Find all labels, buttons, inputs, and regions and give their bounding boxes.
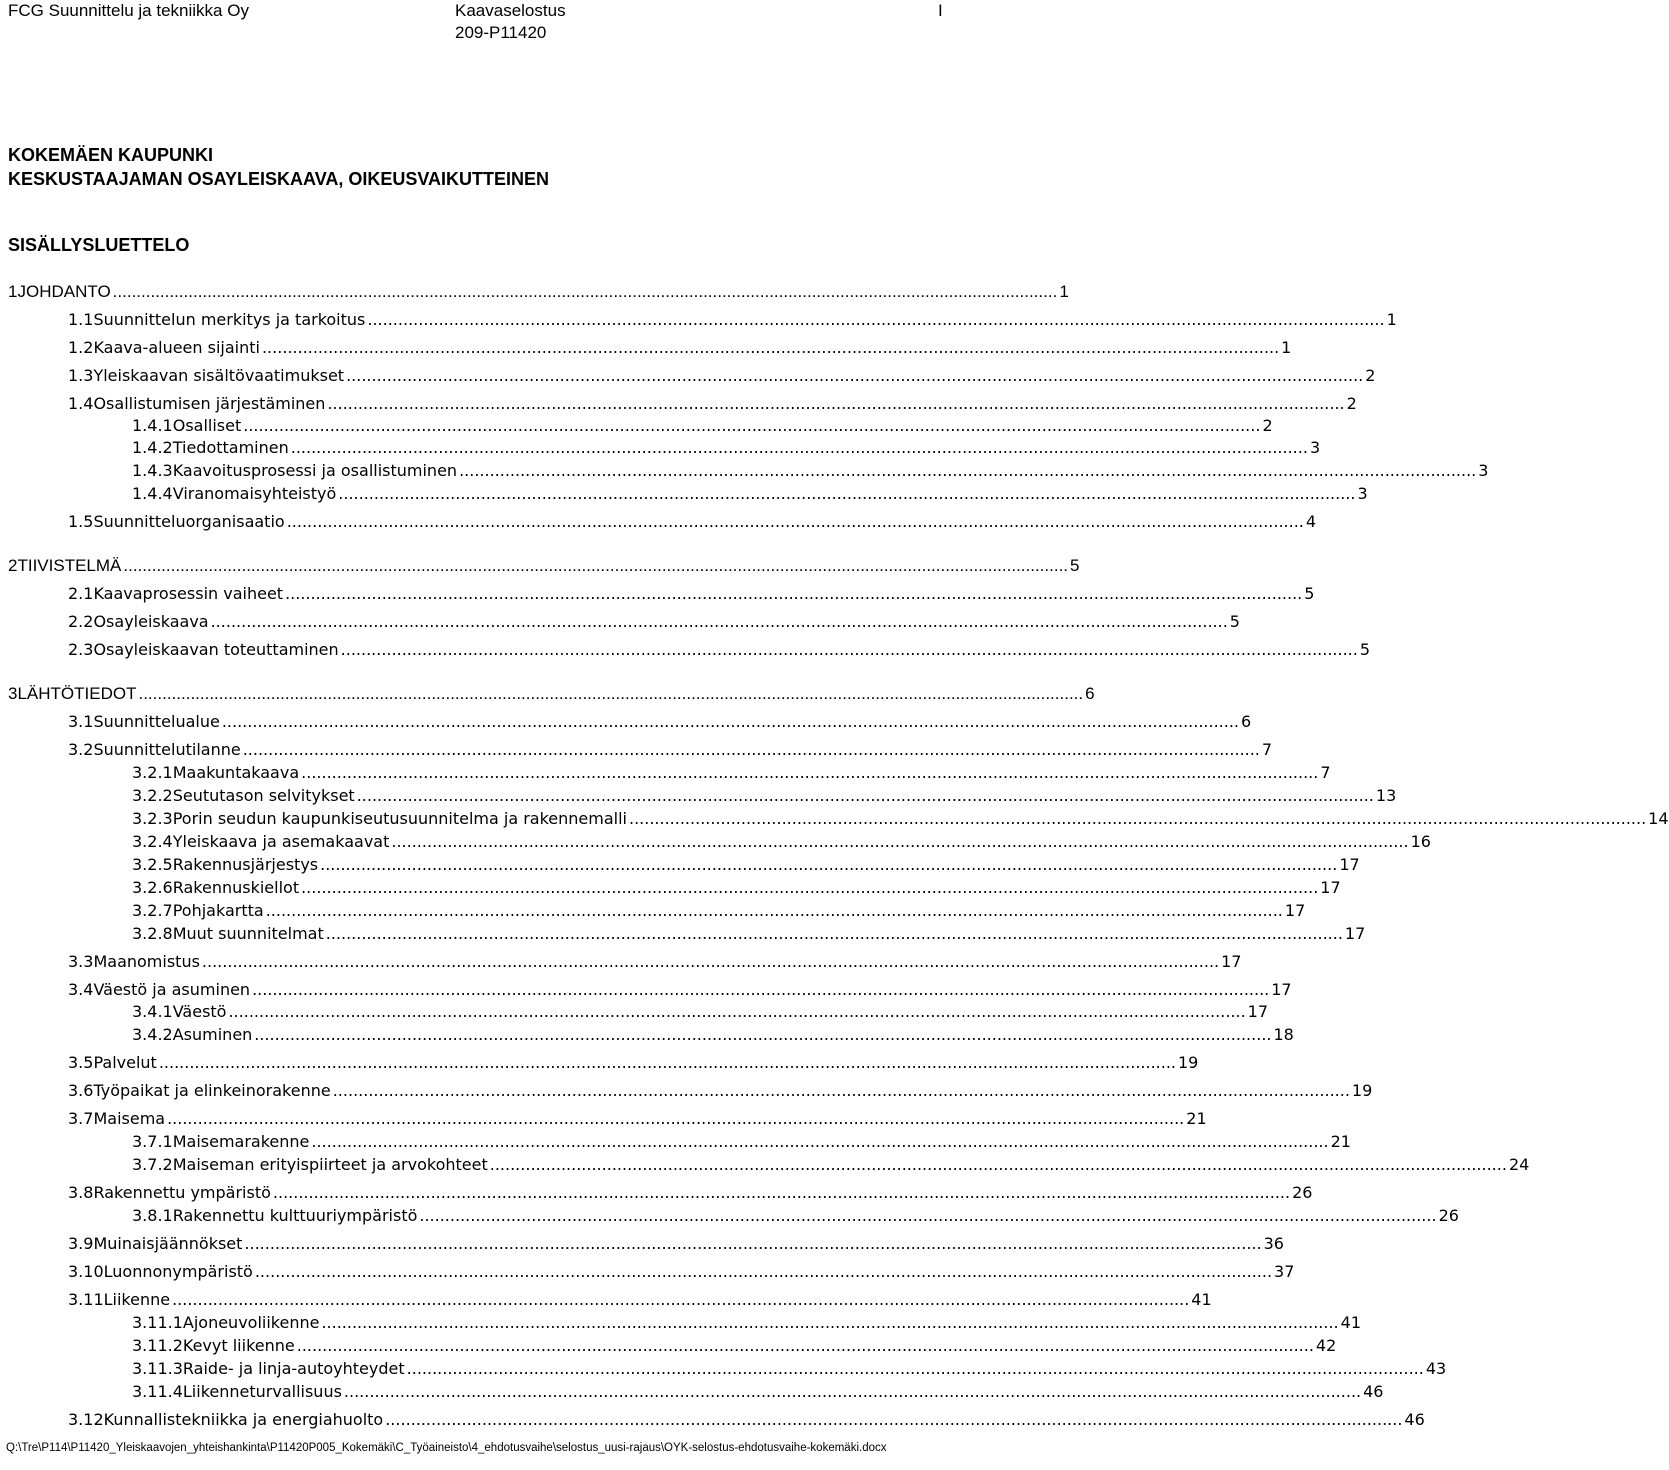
toc-entry: [68, 979, 1292, 1001]
toc-entry-page: 17: [1344, 924, 1366, 943]
toc-entry-page: 5: [1229, 612, 1240, 631]
header-doc-id: 209-P11420: [455, 23, 547, 42]
toc-dot-leader: ........................................................................................................................................................................................................: [210, 612, 1228, 631]
toc-entry-page: 14: [1648, 809, 1669, 828]
toc-entry-number: 3.6: [68, 1081, 94, 1100]
toc-entry-number: 3.2.7: [132, 901, 173, 920]
toc-entry-page: 1: [1281, 338, 1292, 357]
toc-entry-title: Kunnallistekniikka ja energiahuolto: [103, 1410, 384, 1429]
toc-dot-leader: ........................................................................................................................................................................................................: [244, 1234, 1262, 1253]
toc-dot-leader: ........................................................................................................................................................................................................: [320, 855, 1338, 874]
toc-entry-page: 2: [1262, 416, 1273, 435]
toc-entry: [68, 365, 1376, 387]
toc-entry-title: Viranomaisyhteistyö: [172, 484, 337, 503]
toc-entry-number: 3.2.1: [132, 763, 173, 782]
toc-entry-title: Muinaisjäännökset: [93, 1234, 243, 1253]
toc-entry-number: 3.10: [68, 1262, 104, 1281]
toc-entry-number: 1.4.1: [132, 416, 173, 435]
toc-entry-number: 3.2.3: [132, 809, 173, 828]
toc-dot-leader: ........................................................................................................................................................................................................: [242, 740, 1260, 759]
toc-dot-leader: ........................................................................................................................................................................................................: [340, 640, 1358, 659]
toc-entry: [68, 1108, 1207, 1130]
toc-dot-leader: ........................................................................................................................................................................................................: [301, 878, 1319, 897]
toc-entry-page: 26: [1292, 1183, 1313, 1202]
toc-entry-title: Palvelut: [93, 1053, 157, 1072]
footer-file-path: Q:\Tre\P114\P11420_Yleiskaavojen_yhteishankinta\P11420P005_Kokemäki\C_Työaineisto\4_ehdotusvaihe\selostus_uusi-rajaus\OYK-selostus-ehdotusvaihe-kokemäki.docx: [6, 1442, 887, 1454]
toc-entry-page: 17: [1320, 878, 1341, 897]
toc-dot-leader: ........................................................................................................................................................................................................: [201, 952, 1220, 971]
toc-entry-title: Kevyt liikenne: [182, 1336, 295, 1355]
toc-entry-number: 2.1: [68, 584, 94, 603]
toc-entry: [132, 831, 1431, 853]
toc-entry-page: 24: [1508, 1155, 1530, 1174]
toc-entry-number: 2: [8, 556, 18, 575]
toc-entry-page: 3: [1478, 461, 1489, 480]
toc-entry-number: 3.4.1: [132, 1002, 173, 1021]
toc-entry-title: Rakennettu ympäristö: [93, 1183, 271, 1202]
toc-entry-page: 13: [1375, 786, 1397, 805]
toc-entry-page: 2: [1365, 366, 1376, 385]
toc-entry-title: Osallistumisen järjestäminen: [93, 394, 326, 413]
toc-dot-leader: ........................................................................................................................................................................................................: [419, 1206, 1437, 1225]
toc-entry-number: 3: [8, 684, 18, 703]
toc-entry: [132, 854, 1360, 876]
toc-entry-title: Työpaikat ja elinkeinorakenne: [93, 1081, 331, 1100]
toc-entry-number: 3.11.4: [132, 1382, 183, 1401]
toc-entry-page: 17: [1339, 855, 1360, 874]
toc-entry: [68, 1289, 1212, 1311]
toc-dot-leader: ........................................................................................................................................................................................................: [391, 832, 1409, 851]
toc-entry-title: Maanomistus: [93, 952, 200, 971]
toc-dot-leader: ........................................................................................................................................................................................................: [172, 1290, 1190, 1309]
toc-dot-leader: ........................................................................................................................................................................................................: [321, 1313, 1339, 1332]
toc-entry-page: 18: [1273, 1025, 1294, 1044]
toc-entry-title: Maakuntakaava: [172, 763, 300, 782]
toc-entry-title: Kaavoitusprosessi ja osallistuminen: [172, 461, 458, 480]
toc-entry-page: 6: [1241, 712, 1252, 731]
header-page-number: I: [938, 1, 943, 20]
toc-entry-page: 16: [1410, 832, 1431, 851]
toc-entry-number: 3.2.6: [132, 878, 173, 897]
toc-entry: [68, 1080, 1373, 1102]
document-title-line-2: KESKUSTAAJAMAN OSAYLEISKAAVA, OIKEUSVAIKUTTEINEN: [8, 169, 550, 189]
toc-dot-leader: ........................................................................................................................................................................................................: [158, 1053, 1176, 1072]
toc-dot-leader: ........................................................................................................................................................................................................: [301, 763, 1319, 782]
toc-entry-page: 17: [1271, 980, 1292, 999]
toc-dot-leader: ........................................................................................................................................................................................................: [265, 901, 1283, 920]
toc-entry: [68, 393, 1357, 415]
toc-entry-number: 3.7.1: [132, 1132, 173, 1151]
toc-entry-title: Asuminen: [172, 1025, 253, 1044]
toc-entry-page: 37: [1274, 1262, 1295, 1281]
toc-entry: [68, 639, 1371, 661]
toc-entry-title: Osayleiskaavan toteuttaminen: [93, 640, 339, 659]
toc-entry-number: 3.2: [68, 740, 94, 759]
toc-entry-title: LÄHTÖTIEDOT: [17, 684, 137, 703]
toc-entry-number: 2.3: [68, 640, 94, 659]
toc-entry-title: Maisema: [93, 1109, 166, 1128]
toc-dot-leader: ........................................................................................................................................................................................................: [252, 980, 1270, 999]
toc-entry: [68, 583, 1315, 605]
toc-entry-title: Tiedottaminen: [172, 438, 289, 457]
toc-entry-number: 3.4: [68, 980, 94, 999]
toc-entry-title: Yleiskaava ja asemakaavat: [172, 832, 390, 851]
toc-entry: [132, 785, 1397, 807]
toc-entry: [132, 1335, 1337, 1357]
toc-entry: [8, 281, 1069, 303]
toc-entry-title: Pohjakartta: [172, 901, 264, 920]
toc-dot-leader: ........................................................................................................................................................................................................: [327, 394, 1345, 413]
toc-entry-number: 3.2.4: [132, 832, 173, 851]
toc-entry: [68, 337, 1292, 359]
toc-entry: [132, 1358, 1447, 1380]
toc-entry-title: Rakennuskiellot: [172, 878, 300, 897]
toc-entry-title: Liikenne: [103, 1290, 171, 1309]
toc-entry: [132, 762, 1331, 784]
toc-entry-number: 3.11.3: [132, 1359, 183, 1378]
toc-entry-page: 21: [1330, 1132, 1351, 1151]
toc-heading: SISÄLLYSLUETTELO: [8, 235, 190, 255]
toc-entry-number: 3.7.2: [132, 1155, 173, 1174]
toc-dot-leader: ........................................................................................................................................................................................................: [325, 924, 1343, 943]
toc-entry-page: 17: [1247, 1002, 1269, 1021]
toc-entry-number: 3.12: [68, 1410, 104, 1429]
toc-entry-page: 46: [1404, 1410, 1425, 1429]
toc-dot-leader: ........................................................................................................................................................................................................: [123, 556, 1069, 575]
toc-entry-title: Suunnittelutilanne: [93, 740, 241, 759]
toc-entry-page: 41: [1340, 1313, 1361, 1332]
toc-entry: [132, 1001, 1269, 1023]
toc-entry-title: Väestö ja asuminen: [93, 980, 251, 999]
toc-entry-page: 1: [1059, 282, 1069, 301]
toc-entry-page: 41: [1191, 1290, 1212, 1309]
toc-entry: [68, 309, 1397, 331]
toc-entry-number: 1.4.4: [132, 484, 173, 503]
toc-dot-leader: ........................................................................................................................................................................................................: [286, 512, 1304, 531]
toc-entry: [68, 1052, 1199, 1074]
toc-entry: [132, 877, 1341, 899]
toc-entry-number: 1.3: [68, 366, 94, 385]
toc-entry-title: Raide- ja linja-autoyhteydet: [182, 1359, 405, 1378]
toc-entry-number: 3.4.2: [132, 1025, 173, 1044]
toc-entry: [68, 1409, 1425, 1431]
toc-dot-leader: ........................................................................................................................................................................................................: [406, 1359, 1424, 1378]
toc-entry-title: Liikenneturvallisuus: [182, 1382, 342, 1401]
toc-entry-number: 1.4.2: [132, 438, 173, 457]
toc-entry-number: 3.11.1: [132, 1313, 183, 1332]
toc-entry-page: 6: [1085, 684, 1095, 703]
toc-entry: [132, 1024, 1294, 1046]
toc-entry-title: Suunnittelun merkitys ja tarkoitus: [93, 310, 366, 329]
toc-entry-title: TIIVISTELMÄ: [17, 556, 122, 575]
toc-entry-title: Luonnonympäristö: [103, 1262, 253, 1281]
toc-dot-leader: ........................................................................................................................................................................................................: [290, 438, 1308, 457]
toc-entry: [68, 1233, 1284, 1255]
toc-entry-title: Kaavaprosessin vaiheet: [93, 584, 284, 603]
toc-entry: [132, 460, 1489, 482]
toc-entry-page: 36: [1263, 1234, 1284, 1253]
toc-entry: [132, 1131, 1351, 1153]
toc-entry: [132, 415, 1273, 437]
toc-dot-leader: ........................................................................................................................................................................................................: [285, 584, 1303, 603]
toc-entry-title: Kaava-alueen sijainti: [93, 338, 260, 357]
toc-entry: [132, 1381, 1384, 1403]
toc-dot-leader: ........................................................................................................................................................................................................: [296, 1336, 1314, 1355]
toc-dot-leader: ........................................................................................................................................................................................................: [332, 1081, 1350, 1100]
toc-dot-leader: ........................................................................................................................................................................................................: [346, 366, 1364, 385]
toc-entry: [68, 739, 1273, 761]
toc-entry: [68, 511, 1317, 533]
toc-entry-page: 1: [1386, 310, 1397, 329]
toc-entry-number: 3.8: [68, 1183, 94, 1202]
toc-entry-number: 3.7: [68, 1109, 94, 1128]
toc-dot-leader: ........................................................................................................................................................................................................: [459, 461, 1477, 480]
toc-entry-page: 5: [1304, 584, 1315, 603]
toc-entry-page: 5: [1359, 640, 1371, 659]
toc-entry-number: 3.5: [68, 1053, 94, 1072]
toc-entry-number: 3.9: [68, 1234, 94, 1253]
toc-dot-leader: ........................................................................................................................................................................................................: [628, 809, 1647, 828]
toc-entry-page: 17: [1221, 952, 1242, 971]
toc-entry: [68, 1261, 1295, 1283]
toc-entry-title: Suunnitteluorganisaatio: [93, 512, 285, 531]
toc-entry: [8, 683, 1095, 705]
toc-entry-page: 5: [1070, 556, 1080, 575]
toc-entry-page: 46: [1363, 1382, 1384, 1401]
toc-entry-page: 3: [1309, 438, 1321, 457]
toc-dot-leader: ........................................................................................................................................................................................................: [385, 1410, 1403, 1429]
toc-entry-page: 7: [1320, 763, 1331, 782]
toc-entry-title: Yleiskaavan sisältövaatimukset: [93, 366, 345, 385]
toc-dot-leader: ........................................................................................................................................................................................................: [489, 1155, 1507, 1174]
toc-entry-title: Maiseman erityispiirteet ja arvokohteet: [172, 1155, 488, 1174]
toc-entry-title: Osayleiskaava: [93, 612, 209, 631]
toc-entry-number: 3.3: [68, 952, 94, 971]
toc-entry-number: 3.2.2: [132, 786, 173, 805]
toc-dot-leader: ........................................................................................................................................................................................................: [221, 712, 1240, 731]
toc-dot-leader: ........................................................................................................................................................................................................: [261, 338, 1280, 357]
toc-dot-leader: ........................................................................................................................................................................................................: [272, 1183, 1291, 1202]
toc-entry-page: 3: [1357, 484, 1368, 503]
header-doc-type: Kaavaselostus: [455, 1, 566, 20]
toc-entry: [68, 1182, 1313, 1204]
toc-entry-title: Väestö: [172, 1002, 227, 1021]
toc-entry-number: 3.1: [68, 712, 94, 731]
toc-entry-page: 2: [1346, 394, 1357, 413]
toc-entry: [68, 711, 1252, 733]
toc-entry-title: Maisemarakenne: [172, 1132, 310, 1151]
toc-entry-page: 4: [1305, 512, 1317, 531]
toc-entry: [132, 923, 1366, 945]
toc-entry: [132, 1205, 1459, 1227]
toc-entry: [132, 1312, 1361, 1334]
toc-entry-title: Porin seudun kaupunkiseutusuunnitelma ja rakennemalli: [172, 809, 627, 828]
toc-entry: [68, 951, 1242, 973]
toc-dot-leader: ........................................................................................................................................................................................................: [356, 786, 1374, 805]
toc-entry-number: 1: [8, 282, 18, 301]
toc-entry-page: 21: [1186, 1109, 1207, 1128]
toc-entry-title: Ajoneuvoliikenne: [182, 1313, 320, 1332]
toc-entry-page: 43: [1425, 1359, 1447, 1378]
toc-dot-leader: ........................................................................................................................................................................................................: [343, 1382, 1362, 1401]
toc-entry-title: Seututason selvitykset: [172, 786, 355, 805]
toc-entry: [132, 808, 1669, 830]
toc-dot-leader: ........................................................................................................................................................................................................: [243, 416, 1261, 435]
toc-entry-title: Rakennusjärjestys: [172, 855, 319, 874]
toc-entry-number: 3.11: [68, 1290, 104, 1309]
toc-dot-leader: ........................................................................................................................................................................................................: [167, 1109, 1185, 1128]
toc-dot-leader: ........................................................................................................................................................................................................: [254, 1262, 1273, 1281]
toc-entry: [132, 483, 1368, 505]
toc-dot-leader: ........................................................................................................................................................................................................: [338, 484, 1356, 503]
toc-entry-title: JOHDANTO: [17, 282, 111, 301]
toc-entry-number: 1.2: [68, 338, 94, 357]
toc-dot-leader: ........................................................................................................................................................................................................: [367, 310, 1385, 329]
header-company: FCG Suunnittelu ja tekniikka Oy: [8, 1, 249, 20]
toc-entry-title: Suunnittelualue: [93, 712, 220, 731]
toc-entry-page: 17: [1284, 901, 1306, 920]
toc-entry-page: 19: [1178, 1053, 1199, 1072]
toc-entry-number: 2.2: [68, 612, 94, 631]
toc-entry: [68, 611, 1240, 633]
toc-entry-number: 1.4.3: [132, 461, 173, 480]
toc-entry-title: Rakennettu kulttuuriympäristö: [172, 1206, 418, 1225]
toc-entry-page: 26: [1438, 1206, 1459, 1225]
toc-entry-number: 1.1: [68, 310, 94, 329]
toc-entry: [8, 555, 1080, 577]
toc-entry: [132, 437, 1321, 459]
toc-entry-title: Osalliset: [172, 416, 242, 435]
toc-dot-leader: ........................................................................................................................................................................................................: [112, 282, 1058, 301]
toc-entry: [132, 1154, 1530, 1176]
toc-dot-leader: ........................................................................................................................................................................................................: [254, 1025, 1272, 1044]
toc-entry-number: 3.2.8: [132, 924, 173, 943]
toc-dot-leader: ........................................................................................................................................................................................................: [311, 1132, 1329, 1151]
toc-entry: [132, 900, 1306, 922]
document-title-line-1: KOKEMÄEN KAUPUNKI: [8, 145, 214, 165]
toc-entry-page: 7: [1261, 740, 1273, 759]
toc-entry-number: 3.2.5: [132, 855, 173, 874]
toc-entry-number: 3.8.1: [132, 1206, 173, 1225]
toc-dot-leader: ........................................................................................................................................................................................................: [228, 1002, 1246, 1021]
toc-dot-leader: ........................................................................................................................................................................................................: [138, 684, 1084, 703]
toc-entry-page: 42: [1315, 1336, 1337, 1355]
toc-entry-number: 1.4: [68, 394, 94, 413]
toc-entry-title: Muut suunnitelmat: [172, 924, 324, 943]
toc-entry-page: 19: [1351, 1081, 1373, 1100]
toc-entry-number: 1.5: [68, 512, 94, 531]
toc-entry-number: 3.11.2: [132, 1336, 183, 1355]
